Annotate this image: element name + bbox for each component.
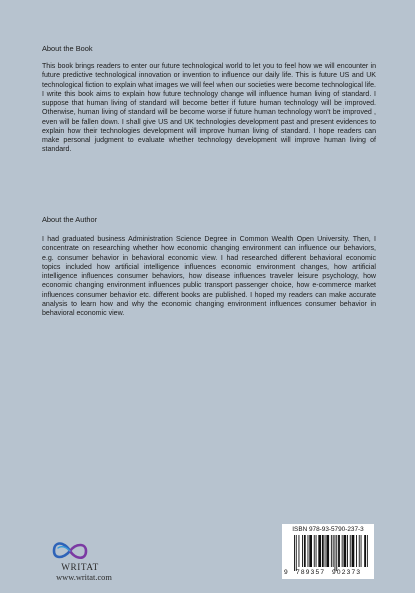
about-author-heading: About the Author: [42, 215, 98, 224]
about-book-heading: About the Book: [42, 44, 93, 53]
barcode-bar: [326, 535, 329, 567]
barcode-bar: [338, 535, 340, 567]
barcode-bar: [294, 535, 295, 571]
barcode-digits-right: 902373: [332, 569, 362, 576]
barcode-bars: [290, 535, 368, 571]
barcode-bar: [344, 535, 347, 567]
barcode-bar: [299, 535, 300, 567]
barcode-bar: [350, 535, 351, 567]
about-book-text: This book brings readers to enter our future technological world to let you to feel how we will encounter in future predictive technological innovation or invention to influence our daily life. This is future US and UK technological fiction to explain what images we will feel when our societies were become technological life. I write this book aims to explain how future technology change will influence human living of standard. I suppose that human living of standard will become better if future human technology will be improved. Otherwise, human living of standard will be become worse if future human technology won't be improved , even will be fallen down. I shall give US and UK technologies development past and present evidences to explain how their technologies development will improve human living of standard. I hope readers can make personal judgment to evaluate whether technology development will improve human living of standard.: [42, 63, 376, 154]
barcode-bar: [302, 535, 303, 567]
barcode-bar: [342, 535, 343, 567]
barcode-bar: [304, 535, 306, 567]
isbn-barcode: [282, 524, 374, 579]
publisher-logo: [34, 539, 134, 583]
barcode-digit-first: 9: [284, 569, 288, 576]
barcode-bar: [352, 535, 355, 567]
publisher-name: WRITAT: [61, 562, 99, 572]
barcode-bar: [336, 535, 337, 571]
barcode-bar: [318, 535, 321, 567]
barcode-bar: [364, 535, 366, 567]
barcode-bar: [296, 535, 297, 571]
barcode-digits-left: 789357: [296, 569, 326, 576]
barcode-bar: [325, 535, 326, 567]
barcode-bar: [367, 535, 368, 567]
barcode-bar: [333, 535, 334, 567]
barcode-bar: [361, 535, 362, 567]
infinity-swirl-icon: [50, 539, 90, 563]
barcode-bar: [314, 535, 315, 567]
barcode-bar: [308, 535, 309, 567]
isbn-label: ISBN 978-93-5790-237-3: [292, 526, 364, 533]
barcode-bar: [359, 535, 360, 567]
barcode-bar: [309, 535, 312, 567]
barcode-bar: [347, 535, 348, 567]
barcode-bar: [316, 535, 317, 567]
barcode-bar: [356, 535, 357, 567]
barcode-bar: [331, 535, 332, 567]
barcode-bar: [322, 535, 324, 567]
publisher-url: www.writat.com: [56, 573, 112, 582]
barcode-bar: [335, 535, 336, 571]
about-author-text: I had graduated business Administration Science Degree in Common Wealth Open University. Then, I concentrate on researching whether how economic changing environment can influence our behaviors, e.g. consumer behavior in behavioral economic view. I had researched different behavioral economic topics included how artificial intelligence influences economic environment changes, how artificial intelligence influences consumer behaviors, how disease influences traveler leisure psychology, how economic changing environment influences public transport passenger choice, how e-commerce market influences consumer behavior etc. different books are published. I hoped my readers can make accurate analysis to learn how and why the economic changing environment influences consumer behavior in behavioral economic view.: [42, 236, 376, 317]
